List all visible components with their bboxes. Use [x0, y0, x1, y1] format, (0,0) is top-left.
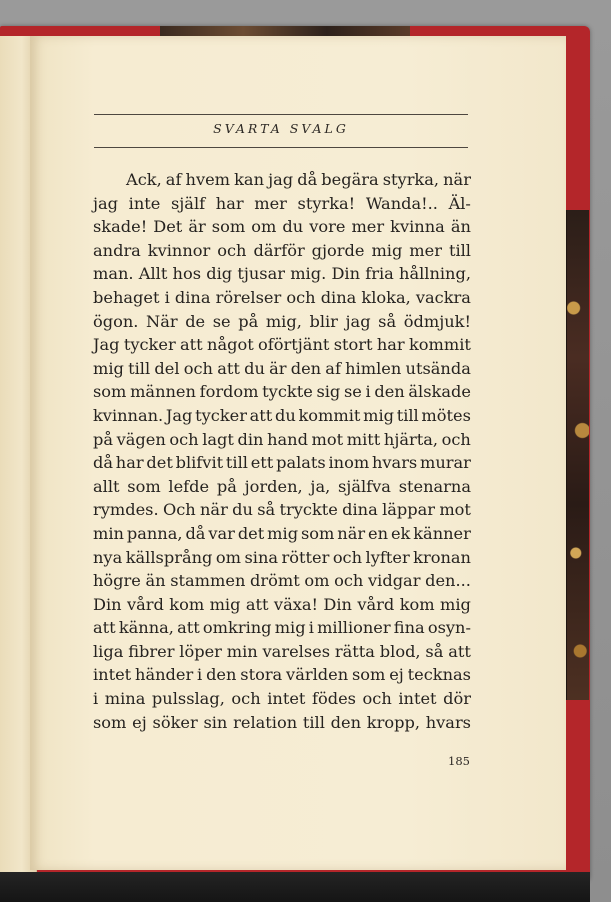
text-line: Din vård kom mig att växa! Din vård kom mig	[93, 594, 471, 614]
text-line: i mina pulsslag, och intet födes och intet dör	[93, 689, 471, 709]
text-line: på vägen och lagt din hand mot mitt hjärta, och	[93, 429, 471, 449]
marbled-edge	[566, 210, 589, 700]
text-line: kvinnan. Jag tycker att du kommit mig till mötes	[93, 405, 471, 425]
header-rule-bottom	[94, 147, 468, 148]
text-line: Jag tycker att något oförtjänt stort har kommit	[93, 335, 471, 355]
header-rule-top	[94, 114, 468, 115]
page-number: 185	[448, 754, 470, 768]
book-page	[30, 36, 566, 870]
text-line: allt som lefde på jorden, ja, själfva stenarna	[93, 476, 471, 496]
text-line: ögon. När de se på mig, blir jag så ödmjuk!	[93, 311, 471, 331]
text-line: då har det blifvit till ett palats inom hvars murar	[93, 453, 471, 473]
text-line: man. Allt hos dig tjusar mig. Din fria hållning,	[93, 264, 471, 284]
text-line: jag inte själf har mer styrka! Wanda!.. Äl-	[93, 193, 471, 213]
book-bottom-edge	[0, 872, 590, 902]
text-line: Ack, af hvem kan jag då begära styrka, när	[126, 170, 471, 189]
text-line: andra kvinnor och därför gjorde mig mer till	[93, 240, 471, 260]
running-head: SVARTA SVALG	[213, 121, 349, 136]
text-line: min panna, då var det mig som när en ek känner	[93, 523, 471, 543]
text-line: högre än stammen drömt om och vidgar den...	[93, 571, 471, 591]
text-line: som männen fordom tyckte sig se i den älskade	[93, 382, 471, 402]
text-line: skade! Det är som om du vore mer kvinna än	[93, 217, 471, 237]
text-line: att känna, att omkring mig i millioner fina osyn-	[93, 618, 471, 638]
text-line: intet händer i den stora världen som ej tecknas	[93, 665, 471, 685]
text-line: behaget i dina rörelser och dina kloka, vackra	[93, 287, 471, 307]
text-line: nya källsprång om sina rötter och lyfter kronan	[93, 547, 471, 567]
text-line: liga fibrer löper min varelses rätta blod, så att	[93, 641, 471, 661]
text-line: som ej söker sin relation till den kropp, hvars	[93, 712, 471, 732]
page-body-text	[93, 168, 471, 734]
text-line: mig till del och att du är den af himlen utsända	[93, 358, 471, 378]
text-line: rymdes. Och när du så tryckte dina läppar mot	[93, 500, 471, 520]
